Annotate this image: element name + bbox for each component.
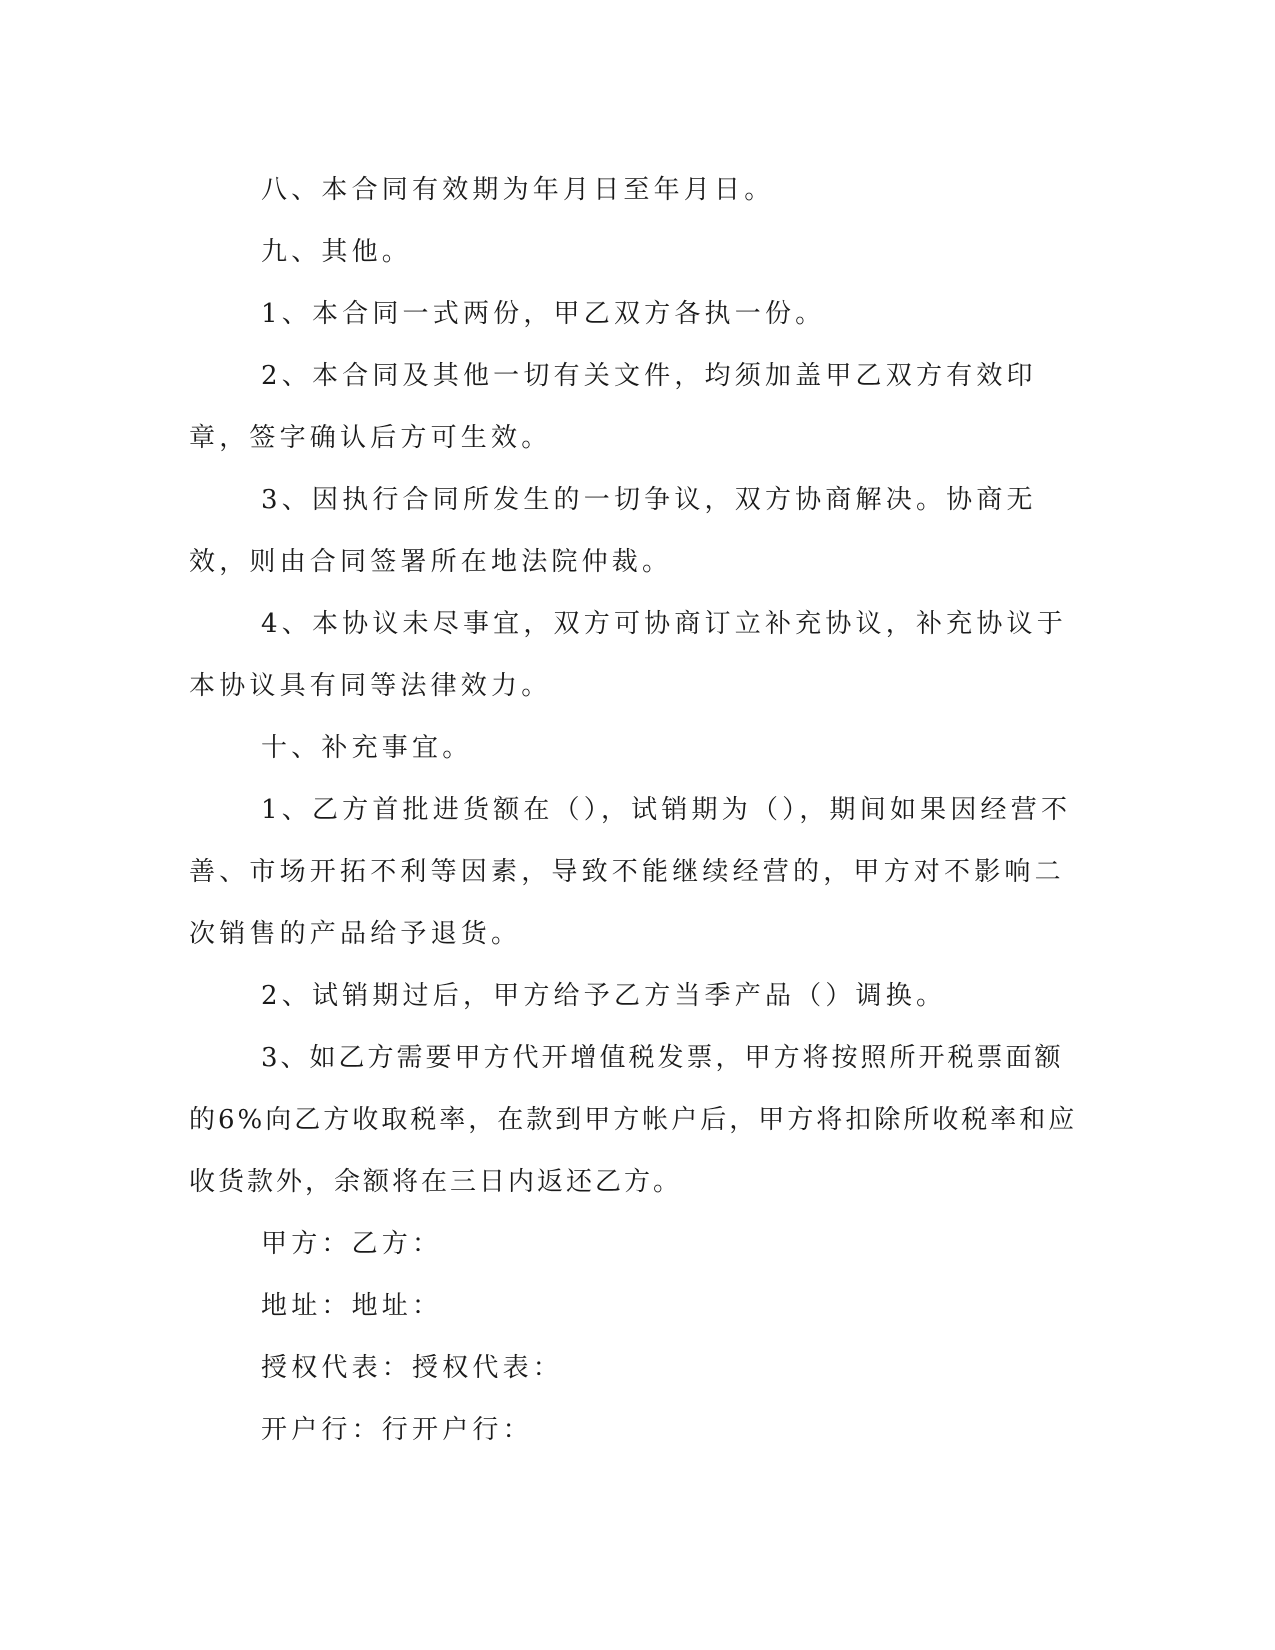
signature-bank-line: 开户行：行开户行： [261, 1415, 533, 1445]
clause-10-item-1: 1、乙方首批进货额在（），试销期为（），期间如果因经营不善、市场开拓不利等因素，导致不能继续经营的，甲方对不影响二次销售的产品给予退货。 [189, 795, 1072, 949]
clause-10-heading: 十、补充事宜。 [261, 733, 473, 763]
document-body [189, 159, 1079, 1461]
clause-9-item-4: 4、本协议未尽事宜，双方可协商订立补充协议，补充协议于本协议具有同等法律效力。 [189, 609, 1067, 701]
signature-representative-line: 授权代表：授权代表： [261, 1353, 564, 1383]
clause-9-item-2: 2、本合同及其他一切有关文件，均须加盖甲乙双方有效印章，签字确认后方可生效。 [189, 361, 1037, 453]
clause-9-heading: 九、其他。 [261, 237, 413, 267]
clause-9-item-1: 1、本合同一式两份，甲乙双方各执一份。 [261, 299, 826, 329]
signature-party-line: 甲方：乙方： [261, 1229, 443, 1259]
clause-10-item-2: 2、试销期过后，甲方给予乙方当季产品（）调换。 [261, 981, 947, 1011]
clause-10-item-3: 3、如乙方需要甲方代开增值税发票，甲方将按照所开税票面额的6%向乙方收取税率，在款到甲方帐户后，甲方将扣除所收税率和应收货款外，余额将在三日内返还乙方。 [189, 1043, 1078, 1197]
clause-8-validity: 八、本合同有效期为年月日至年月日。 [261, 175, 775, 205]
signature-address-line: 地址：地址： [261, 1291, 443, 1321]
clause-9-item-3: 3、因执行合同所发生的一切争议，双方协商解决。协商无效，则由合同签署所在地法院仲裁。 [189, 485, 1037, 577]
